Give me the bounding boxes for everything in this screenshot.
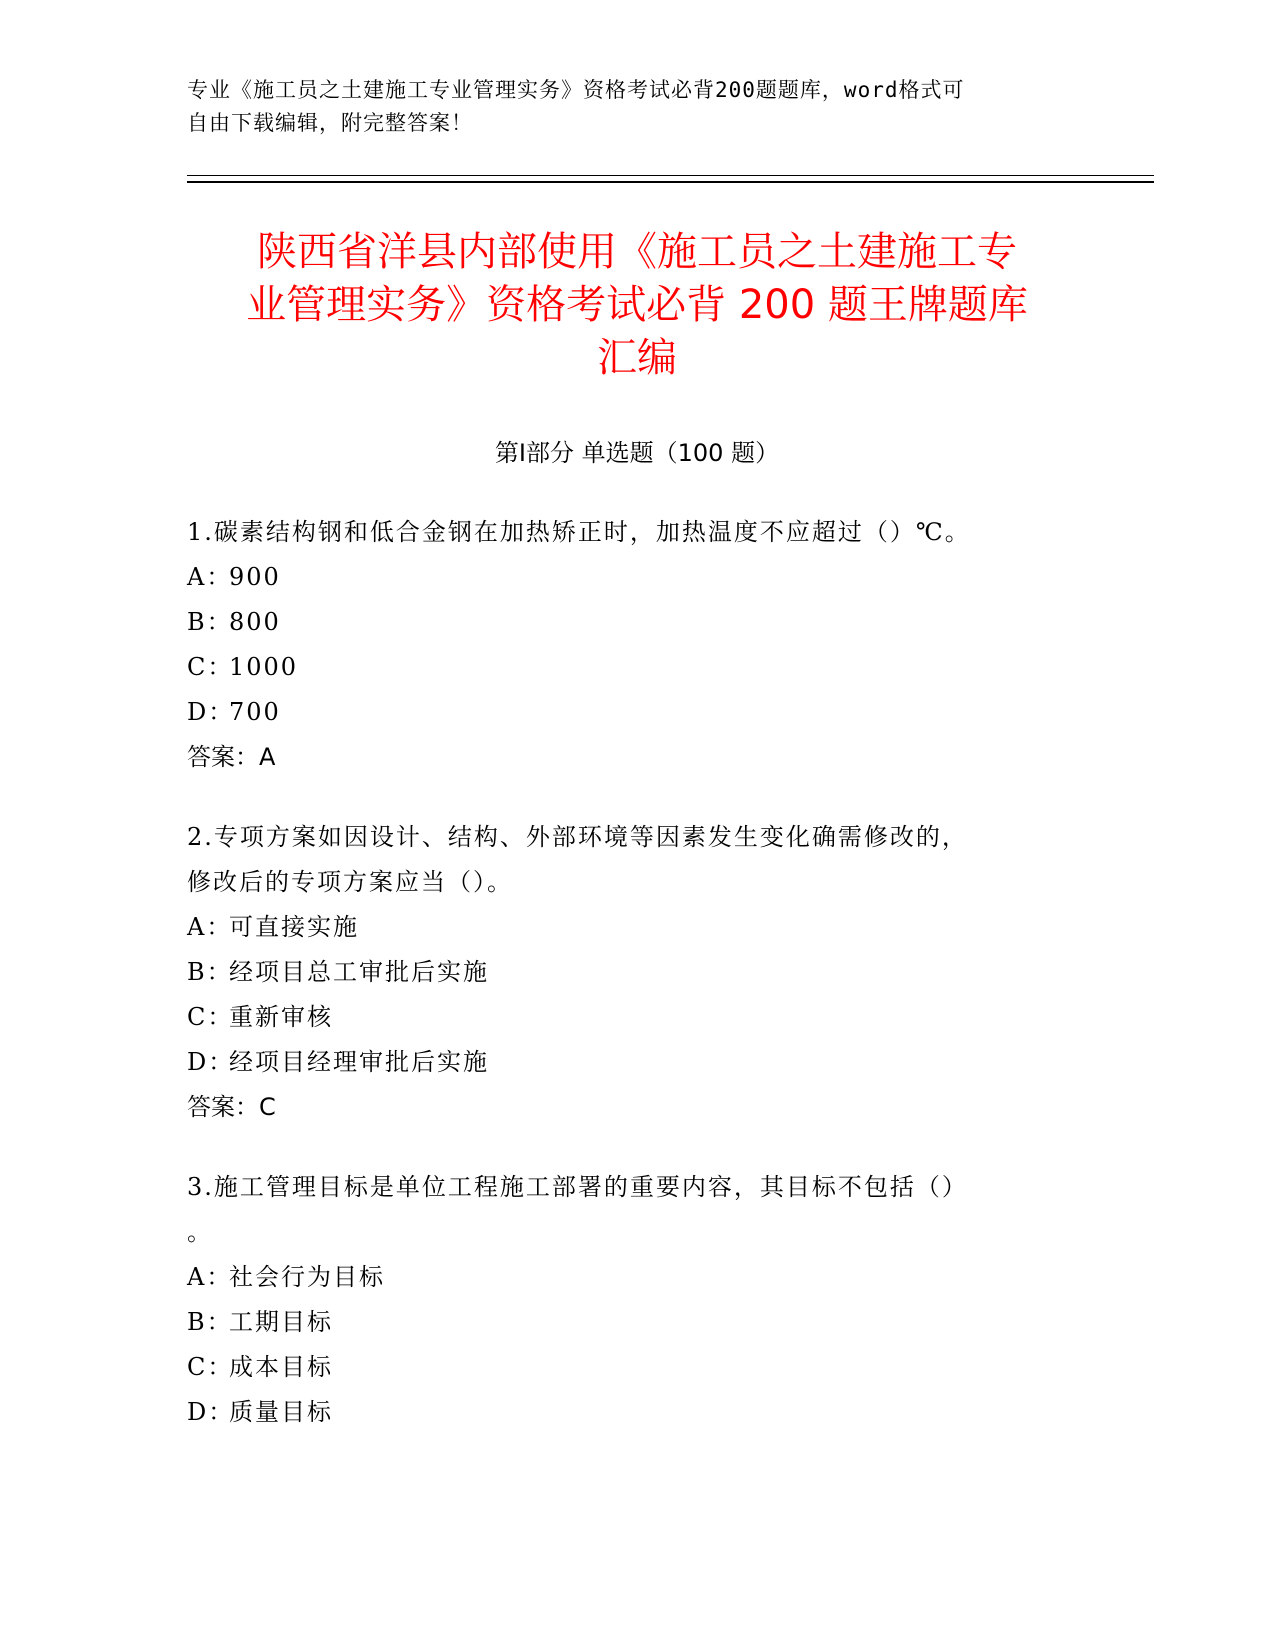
document-title-line-2: 业管理实务》资格考试必背 200 题王牌题库 bbox=[246, 282, 1028, 328]
question-stem-line-2: 修改后的专项方案应当（）。 bbox=[187, 868, 513, 896]
option-d bbox=[187, 1040, 1087, 1085]
header-note-line-2: 自由下载编辑，附完整答案！ bbox=[187, 111, 473, 135]
header-rule-thin bbox=[187, 175, 1154, 176]
answer-label: 答案：C bbox=[187, 1093, 276, 1121]
section-heading: 第Ⅰ部分 单选题（100 题） bbox=[494, 439, 780, 467]
document-title-line-3: 汇编 bbox=[597, 335, 677, 381]
question-2 bbox=[187, 815, 1087, 1130]
option-b bbox=[187, 950, 1087, 995]
option-a bbox=[187, 555, 1087, 600]
option-key: D： bbox=[187, 1398, 235, 1426]
option-c bbox=[187, 1345, 1087, 1390]
option-key: D： bbox=[187, 1048, 235, 1076]
option-text: 经项目总工审批后实施 bbox=[229, 958, 489, 986]
option-text: 1000 bbox=[229, 653, 299, 681]
option-key: A： bbox=[187, 1263, 233, 1291]
question-1 bbox=[187, 510, 1087, 780]
document-title bbox=[187, 226, 1087, 385]
option-a bbox=[187, 1255, 1087, 1300]
option-d bbox=[187, 690, 1087, 735]
option-key: C： bbox=[187, 1353, 234, 1381]
option-text: 700 bbox=[229, 698, 281, 726]
option-key: B： bbox=[187, 608, 233, 636]
option-c bbox=[187, 645, 1087, 690]
option-text: 工期目标 bbox=[229, 1308, 333, 1336]
option-text: 经项目经理审批后实施 bbox=[229, 1048, 489, 1076]
option-key: D： bbox=[187, 698, 235, 726]
option-text: 可直接实施 bbox=[229, 913, 359, 941]
option-text: 质量目标 bbox=[229, 1398, 333, 1426]
option-text: 重新审核 bbox=[229, 1003, 333, 1031]
option-key: B： bbox=[187, 1308, 233, 1336]
option-key: C： bbox=[187, 653, 234, 681]
option-text: 社会行为目标 bbox=[229, 1263, 385, 1291]
option-text: 800 bbox=[229, 608, 281, 636]
question-3 bbox=[187, 1165, 1087, 1435]
option-c bbox=[187, 995, 1087, 1040]
option-key: A： bbox=[187, 563, 233, 591]
header-rule-thick bbox=[187, 181, 1154, 183]
option-d bbox=[187, 1390, 1087, 1435]
question-stem-line-1: 3.施工管理目标是单位工程施工部署的重要内容，其目标不包括（） bbox=[187, 1173, 968, 1201]
question-stem-line-2: 。 bbox=[187, 1218, 213, 1246]
answer-label: 答案：A bbox=[187, 743, 276, 771]
option-b bbox=[187, 600, 1087, 645]
option-text: 900 bbox=[229, 563, 281, 591]
option-key: A： bbox=[187, 913, 233, 941]
option-a bbox=[187, 905, 1087, 950]
option-b bbox=[187, 1300, 1087, 1345]
option-text: 成本目标 bbox=[229, 1353, 333, 1381]
question-stem: 1.碳素结构钢和低合金钢在加热矫正时，加热温度不应超过（）℃。 bbox=[187, 518, 971, 546]
header-note bbox=[187, 74, 1087, 140]
document-title-line-1: 陕西省洋县内部使用《施工员之土建施工专 bbox=[257, 229, 1017, 275]
option-key: B： bbox=[187, 958, 233, 986]
question-stem-line-1: 2.专项方案如因设计、结构、外部环境等因素发生变化确需修改的， bbox=[187, 823, 968, 851]
header-note-line-1: 专业《施工员之土建施工专业管理实务》资格考试必背200题题库，word格式可 bbox=[187, 78, 965, 102]
option-key: C： bbox=[187, 1003, 234, 1031]
